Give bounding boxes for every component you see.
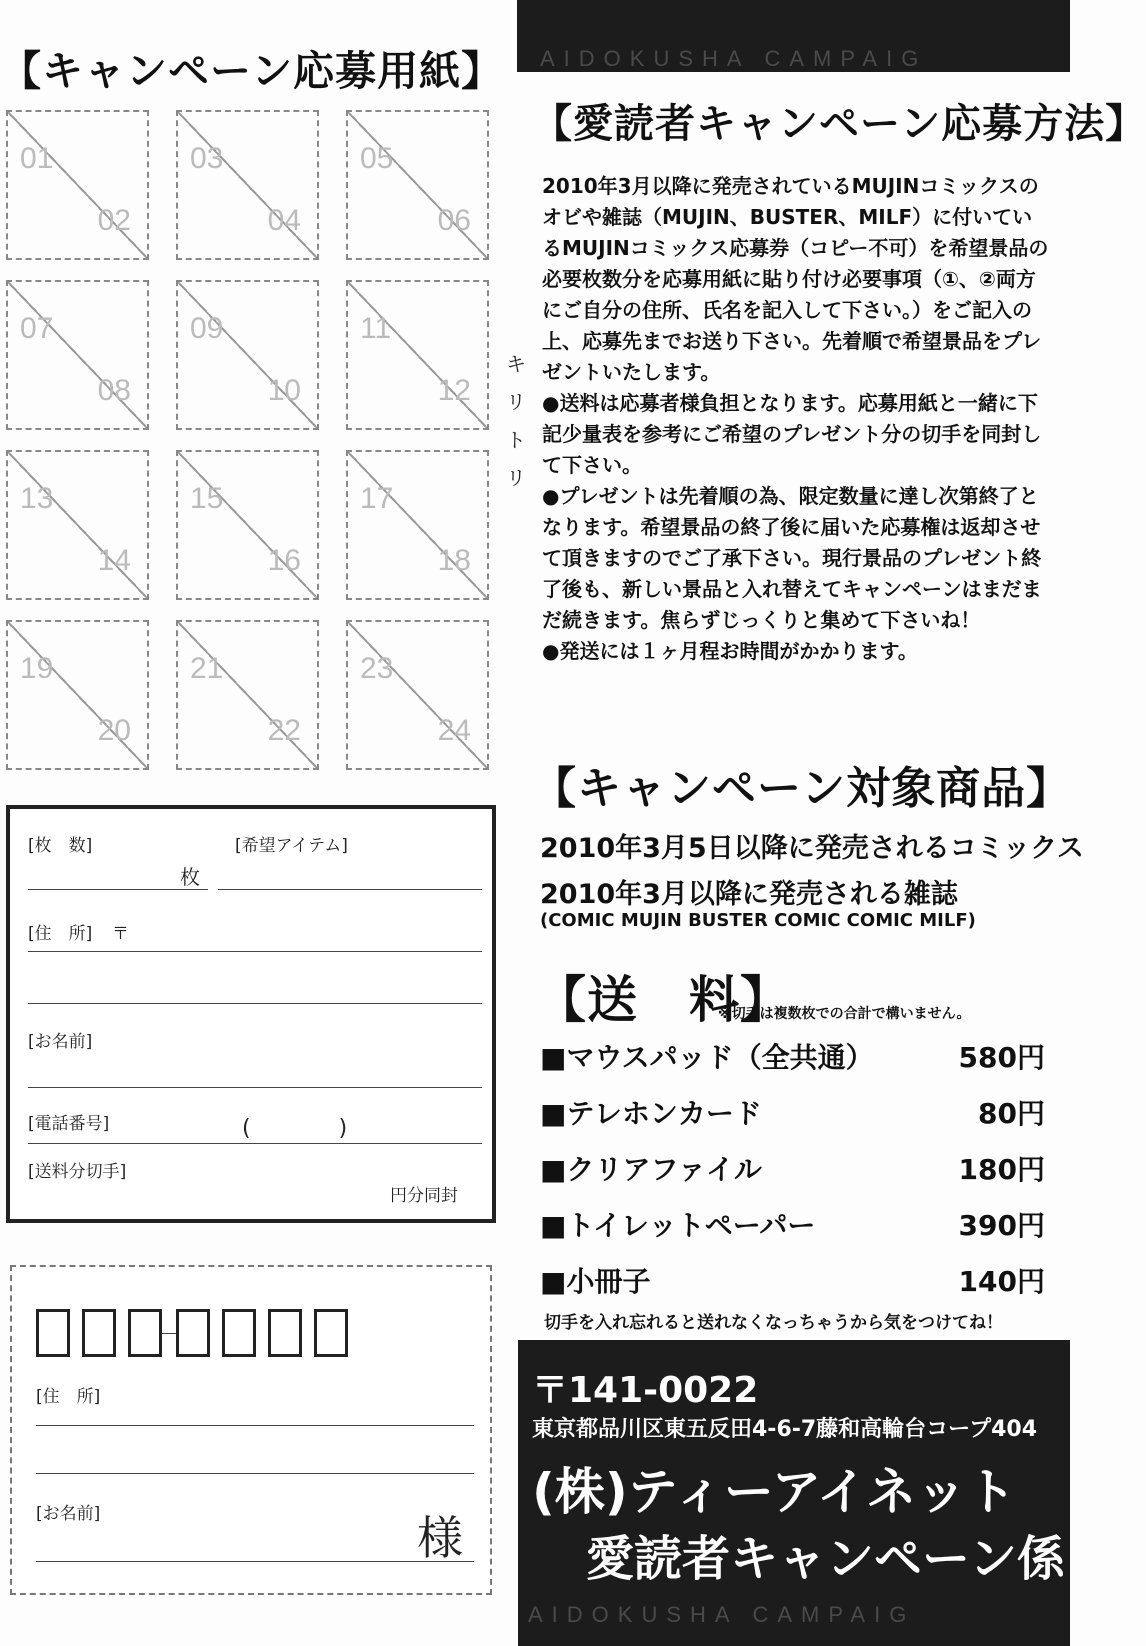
cut-char: リ (506, 390, 526, 414)
address-field-1[interactable] (28, 951, 482, 952)
first-come-note: ●プレゼントは先着順の為、限定数量に達し次第終了となります。希望景品の終了後に届いた応募権は返却させて頂きますのでご了承下さい。現行景品のプレゼント終了後も、新しい景品と入れ替えてキャンペーンはまだまだ続きます。焦らずじっくりと集めて下さいね！ (542, 484, 1042, 632)
name-label: [お名前] (28, 1032, 93, 1052)
coupon-slot-number: 17 (360, 482, 394, 515)
coupon-slot-number: 22 (267, 714, 301, 747)
zip-dash (162, 1333, 176, 1334)
watermark-top: AIDOKUSHA CAMPAIG (540, 46, 928, 71)
price-item: ■テレホンカード (540, 1097, 762, 1130)
price-row (540, 1260, 1045, 1300)
item-label: [希望アイテム] (235, 836, 348, 856)
name-field[interactable] (28, 1087, 482, 1088)
postal-code: 〒141-0022 (532, 1370, 759, 1411)
phone-parens: ( ) (242, 1116, 348, 1141)
coupon-slot-number: 24 (437, 714, 471, 747)
form-title: 【キャンペーン応募用紙】 (0, 47, 504, 95)
return-address-field-1[interactable] (36, 1425, 474, 1426)
cut-char: ト (506, 428, 526, 452)
price-value: 140円 (958, 1265, 1045, 1298)
zip-box[interactable] (82, 1309, 116, 1357)
item-field[interactable] (218, 889, 482, 890)
coupon-slot[interactable] (176, 280, 319, 430)
price-item: ■クリアファイル (540, 1153, 762, 1186)
street-address: 東京都品川区東五反田4-6-7藤和高輪台コープ404 (532, 1417, 1038, 1442)
method-title: 【愛読者キャンペーン応募方法】 (532, 101, 1146, 147)
coupon-slot-number: 15 (190, 482, 224, 515)
return-name-label: [お名前] (36, 1504, 101, 1524)
coupon-slot[interactable] (176, 620, 319, 770)
price-value: 580円 (958, 1041, 1045, 1074)
coupon-slot-number: 07 (20, 312, 54, 345)
postal-mark: 〒 (112, 924, 129, 944)
phone-label: [電話番号] (28, 1114, 110, 1134)
products-title: 【キャンペーン対象商品】 (532, 763, 1072, 814)
price-value: 80円 (978, 1097, 1045, 1130)
coupon-slot-number: 06 (437, 204, 471, 237)
count-label: [枚 数] (28, 836, 93, 856)
cut-char: リ (506, 466, 526, 490)
shipping-note: ※切手は複数枚での合計で構いません。 (718, 1006, 971, 1022)
return-address-form (10, 1265, 492, 1595)
coupon-slot-number: 19 (20, 652, 54, 685)
cut-line-label (506, 345, 526, 497)
coupon-slot-number: 16 (267, 544, 301, 577)
coupon-slot-number: 09 (190, 312, 224, 345)
coupon-slot-number: 13 (20, 482, 54, 515)
coupon-slot-number: 12 (437, 374, 471, 407)
coupon-slot-number: 23 (360, 652, 394, 685)
method-paragraph: 2010年3月以降に発売されているMUJINコミックスのオビや雑誌（MUJIN、BUSTER、MILF）に付いているMUJINコミックス応募券（コピー不可）を希望景品の必要枚数分を応募用紙に貼り付け必要事項（①、②両方にご自分の住所、氏名を記入して下さい。）をご記入の上、応募先までお送り下さい。先着順で希望景品をプレゼントいたします。 (542, 174, 1049, 384)
coupon-slot-number: 03 (190, 142, 224, 175)
shipping-title: 【送 料】 (536, 971, 791, 1029)
cut-char: キ (506, 352, 526, 376)
price-row (540, 1204, 1045, 1244)
products-comics: 2010年3月5日以降に発売されるコミックス (540, 833, 1084, 864)
coupon-slot-number: 20 (97, 714, 131, 747)
return-address-field-2[interactable] (36, 1473, 474, 1474)
zip-box[interactable] (176, 1309, 210, 1357)
price-item: ■マウスパッド（全共通） (540, 1041, 874, 1074)
products-magazine-names: (COMIC MUJIN BUSTER COMIC COMIC MILF) (540, 910, 976, 931)
coupon-slot-number: 14 (97, 544, 131, 577)
stamp-suffix: 円分同封 (390, 1186, 458, 1206)
coupon-slot-number: 18 (437, 544, 471, 577)
coupon-slot-number: 01 (20, 142, 54, 175)
method-body (542, 171, 1052, 667)
phone-field[interactable] (28, 1143, 482, 1144)
products-magazines: 2010年3月以降に発売される雑誌 (540, 879, 958, 910)
shipping-cost-note: ●送料は応募者様負担となります。応募用紙と一緒に下記少量表を参考にご希望のプレゼント分の切手を同封して下さい。 (542, 391, 1042, 477)
coupon-slot[interactable] (6, 280, 149, 430)
coupon-slot[interactable] (176, 450, 319, 600)
reminder: 切手を入れ忘れると送れなくなっちゃうから気をつけてね！ (544, 1313, 1003, 1333)
zip-box[interactable] (222, 1309, 256, 1357)
count-field[interactable] (28, 889, 208, 890)
delivery-note: ●発送には１ヶ月程お時間がかかります。 (542, 639, 918, 663)
coupon-slot[interactable] (6, 450, 149, 600)
return-name-field[interactable] (36, 1561, 474, 1562)
price-row (540, 1092, 1045, 1132)
coupon-slot[interactable] (346, 280, 489, 430)
coupon-slot-number: 10 (267, 374, 301, 407)
coupon-slot[interactable] (346, 620, 489, 770)
zip-box[interactable] (128, 1309, 162, 1357)
address-box (518, 1340, 1070, 1646)
coupon-slot[interactable] (346, 450, 489, 600)
application-form (6, 805, 496, 1223)
coupon-slot-number: 11 (360, 312, 392, 345)
coupon-slot[interactable] (176, 110, 319, 260)
coupon-slot-number: 04 (267, 204, 301, 237)
department-name: 愛読者キャンペーン係 (586, 1531, 1066, 1587)
zip-box[interactable] (268, 1309, 302, 1357)
coupon-slot-number: 21 (190, 652, 224, 685)
honorific: 様 (417, 1511, 463, 1565)
price-row (540, 1148, 1045, 1188)
return-address-label: [住 所] (36, 1387, 101, 1407)
price-item: ■トイレットペーパー (540, 1209, 816, 1242)
stamp-label: [送料分切手] (28, 1162, 127, 1182)
company-name: (株)ティーアイネット (532, 1463, 1017, 1521)
coupon-slot[interactable] (346, 110, 489, 260)
price-value: 180円 (958, 1153, 1045, 1186)
price-value: 390円 (958, 1209, 1045, 1242)
zip-box[interactable] (314, 1309, 348, 1357)
coupon-slot-number: 02 (97, 204, 131, 237)
coupon-slot-number: 05 (360, 142, 394, 175)
coupon-slot-number: 08 (97, 374, 131, 407)
zip-box[interactable] (36, 1309, 70, 1357)
watermark-bottom: AIDOKUSHA CAMPAIG (528, 1602, 916, 1627)
coupon-slot[interactable] (6, 620, 149, 770)
coupon-slot[interactable] (6, 110, 149, 260)
price-row (540, 1036, 1045, 1076)
address-field-2[interactable] (28, 1003, 482, 1004)
price-item: ■小冊子 (540, 1265, 651, 1298)
address-label: [住 所] (28, 924, 93, 944)
count-unit: 枚 (180, 865, 200, 889)
